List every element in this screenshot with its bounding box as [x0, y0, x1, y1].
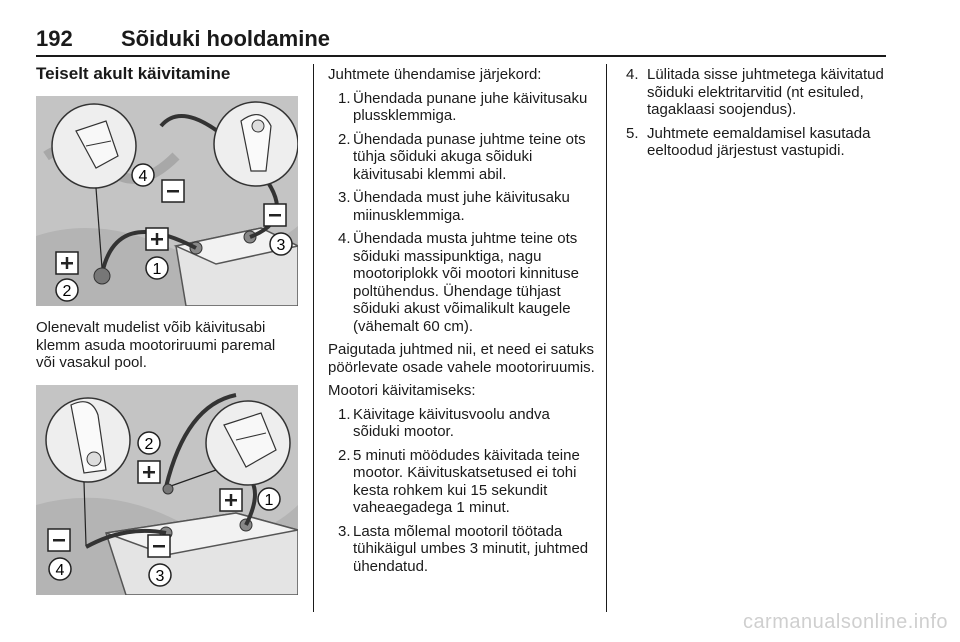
plus-sign-icon [220, 489, 242, 511]
jump-start-figure-2 [36, 385, 298, 595]
list-item: 3. Ühendada must juhe käivitusaku miinusklemmiga. [338, 189, 570, 224]
clamp-location-note: Olenevalt mudelist võib käivitusabi klemm asuda mootoriruumi paremal või vasakul pool. [36, 319, 276, 371]
header-rule [36, 55, 886, 57]
minus-sign-icon [264, 204, 286, 226]
plus-sign-icon [56, 252, 78, 274]
section-title: Teiselt akult käivitamine [36, 64, 231, 83]
svg-text:1: 1 [152, 261, 162, 278]
callout-4 [132, 164, 154, 186]
minus-sign-icon [162, 180, 184, 202]
list-item: 1. Käivitage käivitusvoolu andva sõiduki mootor. [338, 405, 550, 440]
jump-start-illustration-2 [36, 385, 298, 595]
final-steps-list [622, 66, 890, 160]
jump-start-illustration-1 [36, 96, 298, 306]
middle-column [328, 66, 596, 581]
callout-4 [49, 558, 71, 580]
callout-2 [138, 432, 160, 454]
svg-text:2: 2 [144, 436, 154, 453]
connect-intro: Juhtmete ühendamise järjekord: [328, 66, 542, 83]
svg-text:3: 3 [155, 568, 165, 585]
list-item: 4. Lülitada sisse juhtmetega käivitatud sõiduki elektritarvitid (nt esituled, tagaklaasi soojendus). [626, 66, 884, 118]
minus-sign-icon [148, 535, 170, 557]
list-item: 2. 5 minuti möödudes käivitada teine mootor. Käivituskatsetused ei tohi kesta rohkem kui 15 sekundit vaheaegadega 1 minut. [338, 446, 580, 516]
plus-sign-icon [138, 461, 160, 483]
svg-text:4: 4 [55, 562, 65, 579]
callout-1 [258, 488, 280, 510]
minus-sign-icon [48, 529, 70, 551]
page-number: 192 [36, 26, 73, 51]
page-header [36, 26, 886, 54]
callout-2 [56, 279, 78, 301]
list-item: 5. Juhtmete eemaldamisel kasutada eeltoodud järjestust vastupidi. [626, 124, 871, 159]
list-item: 4. Ühendada musta juhtme teine ots sõiduki massipunktiga, nagu mootoriplokk või mootori kinnituse poltühendus. Ühendage tühjast sõiduki akust võimalikult kaugele (vähemalt 60 cm). [338, 230, 579, 335]
jump-start-figure-1 [36, 96, 298, 306]
list-item: 1. Ühendada punane juhe käivitusaku plussklemmiga. [338, 89, 588, 124]
cable-placement-note: Paigutada juhtmed nii, et need ei satuks pöörlevate osade vahele mootoriruumis. [328, 341, 595, 376]
start-steps-list [328, 406, 596, 576]
chapter-title: Sõiduki hooldamine [121, 26, 331, 51]
plus-sign-icon [146, 228, 168, 250]
watermark: carmanualsonline.info [742, 611, 948, 633]
svg-text:2: 2 [62, 283, 72, 300]
right-column [622, 66, 890, 166]
callout-3 [149, 564, 171, 586]
svg-text:1: 1 [264, 492, 274, 509]
callout-3 [270, 233, 292, 255]
list-item: 3. Lasta mõlemal mootoril töötada tühikäigul umbes 3 minutit, juhtmed ühendatud. [338, 522, 589, 575]
svg-text:3: 3 [276, 237, 286, 254]
svg-text:4: 4 [138, 168, 148, 185]
list-item: 2. Ühendada punase juhtme teine ots tühja sõiduki akuga sõiduki käivitusabi klemmi abil. [338, 130, 586, 183]
start-intro: Mootori käivitamiseks: [328, 382, 476, 399]
column-divider [313, 64, 314, 612]
column-divider [606, 64, 607, 612]
connect-steps-list [328, 90, 596, 336]
callout-1 [146, 257, 168, 279]
